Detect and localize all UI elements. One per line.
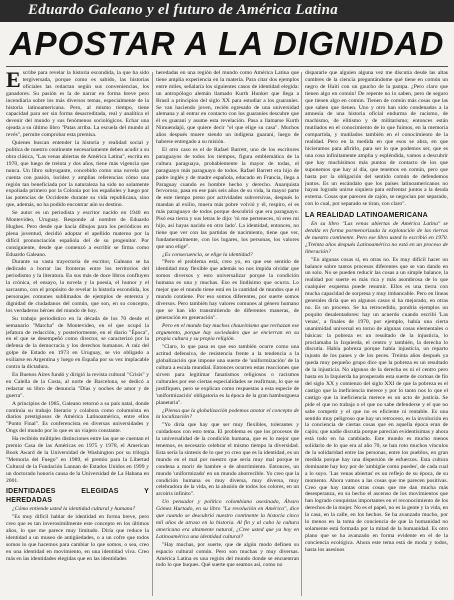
headline — [0, 23, 454, 65]
article-column-2 — [156, 70, 299, 598]
interview-question: En su libro "Las venas abiertas de América Latina" se detalla en forma pormenorizada la explotación de las tierras de nuestro continente. Pero ese libro usted lo escribió en 1970. ¿Treinta años después Latinoamérica no está en un proceso de liberación? — [305, 221, 448, 255]
body-paragraph: Quienes buscan entender la historia y realidad social y política de nuestro continente necesariamente deben acudir a su obra clásica, "Las venas abiertas de América Latina", escrita en 1970, que luego de treinta y dos años, tiene más vigencia que nunca. Un libro subyugante, concebido como una novela que cuenta con pasión, lucidez y amplias referencias cómo una región tan beneficiada por la naturaleza ha sido no solamente expoliada primero por la Colonia por los españoles y luego por las potencias de Occidente durante su vida republicana, sino que, además, no ha podido encontrar aún su destino. — [6, 140, 149, 209]
body-paragraph: "Es muy difícil hablar de identidad en forma breve, pero creo que es tan inverosímilmente este concepto en los últimos años, lo que me parece muy limitado. Diría que reduce la identidad a un museo de antigüedades, o a un cofre que todos somos lo que hacemos para cambiar lo que somos, o sea, creo en una identidad en movimiento, en una identidad viva. Creo más en las identidades elegidas que en las identidades — [6, 514, 149, 562]
interview-question: Pero en el mundo hay muchos chauvinismo que rechazan ese argumento, porque hay sociedades que se encierran en su propia cultura y su propia religión. — [156, 322, 299, 343]
column-divider — [152, 72, 153, 596]
interview-question: ¿Cómo entiende usted la identidad cultural y humana? — [12, 506, 136, 513]
body-paragraph: Ha recibido múltiples distinciones entre las que se cuentan el premio Casa de las Américas en 1975 y 1978, el American Book Award de la Universidad de Washington por su trilogía "Memoria del Fuego" en 1989, el premio para la Libertad Cultural de la Fundación Lannan de Estados Unidos en 1999 y un doctorado honoris causa de la Universidad de La Habana en 2001. — [6, 436, 149, 484]
header-banner — [0, 0, 454, 22]
drop-cap: E — [6, 70, 21, 92]
section-subhead: LA REALIDAD LATINOAMERICANA — [305, 212, 428, 220]
lead-paragraph-text: scribe para revelar la historia escondida, la que ha sido tergiversada, porque como es sabido, las historias oficiales las redactan según sus conveniencias, los ganadores. Su pasión es la de narrar en forma breve pero incendiaria sobre los más diversos temas, especialmente de la historia latinoamericana. Pero, al mismo tiempo, tiene capacidad para ser sin forma desacreditada, real y analítica el devenir del mundo y sus fenómenos sociológicos. Echar una ojeada a su último libro "Patas arriba. La escuela del mundo al revés", permite comprobar esta premisa. — [6, 70, 149, 139]
body-paragraph: Su trabajo periodístico en la década de los 70 desde el semanario "Marcha" de Montevideo, en el que ocupó la jefatura de redacción, y posteriormente, en el diario "Época", en el que se desempeñó como director, se caracterizó por la defensa de la democracia y los derechos humanos. A raíz del golpe de Estado en 1973 en Uruguay, se vio obligado a exiliarse en Argentina y luego en España por su vez implacable contra la dictadura. — [6, 315, 149, 371]
interview-question: Un pensador y político colombiano asesinado, Álvaro Gómez Hurtado, en su libro "La revolución en América", dice que cuando se descubrió nuestro continente la historia cinco mil años de atraso en la historia. Al fin y al cabo la cultura americana era altamente natural, ¿Cree usted que ya hoy en Latinoamérica una identidad cultural? — [156, 499, 299, 540]
body-paragraph: El otro caso es el de Rafael Barrett, uno de los escritores paraguayos de todos los tiempos, figura emblemática de la cultura paraguaya, probablemente la mayor de todas, el paraguayo más paraguayo de todos. Rafael Barrett era hijo de padre inglés y de madre española, educado en Francia, llega a Paraguay cuando es hombre hecho y derecho. Anarquista fervoroso, pasa en ese país seis años de su vida, la mayor parte de este tiempo preso por actividades subversivas, después lo mandan al exilio, muera más pobre volvió y él, respiro, el es más paraguayo de todos porque descubrió que era paraguayo. Pisó esa tierra y sus letras le dijo: 'tú me perteneces, tú eres mi hijo, así hayas nacido en otro lado'. La identidad, entonces, no tiene que ver con las partidas de nacimiento, tiene que ver, fundamentalmente, con los lugares, los personas, los valores que uno elige". — [156, 146, 299, 250]
article-column-3 — [305, 70, 448, 598]
body-paragraph: heredadas en una región del mundo como América Latina que tiene amplia experiencia en la materia. Para citar dos ejemplos entre miles, señalaría los siguientes casos de identidad elegida: un antropólogo alemán llamado Kurth Hunker que llega a Brasil a principios del siglo XX para estudiar a los guaraníes. Se van haciendo joven, recién egresado de una universidad alemana y al entrar en contacto con los guaraníes descubre que él es guaraní y asume esta revelación. Pasa a llamarse Kurth Nimuendajú, que quiere decir "el que elige su casa". Muchos años después muere siendo un indígena guaraní, luego de haberse entregado a su misión. — [156, 70, 299, 146]
banner-title: Eduardo Galeano y el futuro de América Latina — [28, 2, 339, 18]
body-paragraph: "Pero el problema está, creo yo, en que ese sentido de identidad muy flexible que además no nos impida olvidar que somos diversos y esto universalizar porque la condición humana es una y muchas. Eso es lindísimo que ocurra. Lo mejor que el mundo tiene está en la cantidad de mundos que el mundo contiene. Por eso somos diferentes, por suerte somos diversos. Pero también hay valores comunes al género humano que se han ido transmitiendo de diferentes maneras, de generación en generación". — [156, 259, 299, 321]
column-divider — [301, 72, 302, 596]
body-paragraph: A principios de 1985, Galeano retornó a su país natal, donde continúa su trabajo literario y colabora como columnista en diarios prestigiosos de América Latinoamérica, entre ellos "Punto Final". Es conferencista en diversas universidades y Ongs del mundo por lo que es un viajero constante. — [6, 400, 149, 435]
body-paragraph: "Claro, lo que pasa es que eso también ocurre como una actitud defensiva, de resistencia frente a la tendencia a la globalización que impone una suerte de 'uniformización' de la cultura a escala mundial. Entonces ocurren estas reacciones que sirven para legitimar fanatismos religiosos o racismos culturales por ese ciertas especialidades se reafirman, lo que se justifiquen, pero se explican como respuestas a esta especie de 'uniformización' obligatoria es la época de la gran hamburguesa planetaria". — [156, 344, 299, 406]
body-paragraph: "En algunas cosas sí, en otras no. Es muy difícil hacer un balance sobre tantos procesos diferentes que se van dando en un solo. No se pueden reducir las cosas a un simple balance, la realidad por suerte es más rica y más asombrosa de lo que cualquier esquema puede resumir. Ellos es una tierra con mucha capacidad de sorpresa y muy imbancable. Pero en líneas generales diría que en algunos casos si ha mejorado, en otras no. Es un proceso. Se ha retrocedido, pondría ejemplos un poquito desalentadores: hay un acuerdo cuando escribí 'Las venas', a finales de 1970, por ejemplo, había una cierta unanimidad universal en torno de algunas cosas elementales o básicas: la pobreza es un resultado de la injusticia, lo proclamaba la Izquierda, el centro y también, la derecha lo discutía. Había pobreza porque había injusticia, un reparto injusto de los panes y de los peces. Treinta años después ya queda muy pequeño grupo dice que la pobreza es un resultado de la injusticia. No algunos de la derecha es ni el centro pero hasta en la Izquierda ha prosperado esta suerte de cortoas de fin del siglo XX y comienzo del siglo XXI de que la pobreza es el castigo que la ineficiencia merece y por lo tanto nos lo que el castigo que la ineficiencia merece es un acto de justicia. Se pide el que no trabaja o el que no sabe defenderse y el que no sabe competir y el que no es eficiente ni rentable. Es una sentido muy peligroso que hay un retroceso, es la involución en la conciencia de ciertas cosas que en aquella época eran de cajón; que nadie discutía porque parecían evidentísimas y ahora está todo en ha cambiado. Este mundo es mucho menos solidario de lo que era al año 70, se han roto muchos vínculos de la solidaridad entre las personas, entre los pueblos, en gran medida porque hay una dispersión de esfuerzos. Esta cultura dominante hay hoy por de 'ambigüe como puedes', de cada cual a lo suyo. 'Las venas abiertas' es un reflejo de su época, de su momento. Ahora vamos a las cosas que me parecen positivas. Creo que hay tantas otras cosas que me dan mucha más desesperanza, en su hecho el ascenso de los movimientos que han logrado conquistas importantes en el reconocimiento de los derechos de la mujer. No es el papel, no es la gente y la vida, en la casa, en la calle, en los hechos. Se ha avanzado mucho, por lo menos en la toma de conciencia de que la humanidad no solamente está formada por la mitad de la humanidad. Es otro plano que se ha avanzado en forma evidente en el de la conciencia ecológica. Ahora este tema está de moda y todos, hasta los asesinos — [305, 256, 448, 553]
body-paragraph: Se autor es un periodista y escritor nacido en 1940 en Montevideo, Uruguay. Responde al nombre de Eduardo Hughes. Pero desde que hacía dibujos para los periódicos en plena juventud, decidió adoptar el apellido materno por la difícil pronunciación española del de su progenitor. Por consiguiente, desde que comenzó a escribir se firma como Eduardo Galeano. — [6, 210, 149, 258]
body-paragraph: dispararle que alguien alguna vez me discutía desde las altas cumbres de la ciencia preguntándome qué tiene en común un negro de Haití con un gaucho de la pampa. ¿Pero claro que tienen algo en común! De repente no lo saben, pero de seguro que tienen algo en común. Tienen de común más cosas que las que saben que tienen. Uno y otro han sido condenados a la amnesia de una historia oficial endurma de racismo, de machismo, de elitismo y de militarismo; entonces están mutilados en el conocimiento de lo que fuimos, en la memoria compartida, y mutilados también en el conocimiento de la realidad. Pero en la medida en que esos se abra, en que hicieramos para afirirlo, para ser lo que podemos ser, que es una cosa infinitamente amplia y espléndida, vamos a descubrir que hay muchísimos más puntos de contacto de los que suponemos que hay al día, que tenemos en común, pero que hasta por la obligación del sentido común de defendemos juntos. Es un escándalo que los países latinoamericanos no hayan logrado unirse siquiera para enfrentar juntos a la deuda externa. Cosas que parecen de cajón, se negocian por separado, con lo cual, por separado se tiran, con claro". — [305, 70, 448, 208]
body-paragraph: "Yo diría que hay que ser muy flexibles, tolerantes y cuidadosos con esto tema. El problema es que los procesos de la universalidad de la condición humana, que es lo mejor que tenemos, es necesario celebrar el mismo tiempo la diversidad. Esta sería la síntesis de lo que yo creo que es la identidad, es un mundo en el mal por nuestro que sería muy mal porque te condena a morir de hambre o de aburrimiento. Entonces, un mundo 'uniformizado' en un mundo aborrecible. Yo creo que la condición humana es muy diversa, muy diversa, muy celebradora de la vida, en la alusión de todos los colores, en un arcoiris infinito". — [156, 422, 299, 498]
headline-title: APOSTAR A LA DIGNIDAD — [9, 25, 445, 62]
interview-question: ¿Piensa que la globalización podemos anotar el concepto de la localización? — [156, 407, 299, 421]
article-column-1 — [6, 70, 149, 598]
body-paragraph: Durante su vasta trayectoria de escritor, Galeano se ha dedicado a borrar las fronteras entre los territorios del periodismo y la literatura. En sus más de doce libros confluyen la crónica, el ensayo, la novela y la poesía, el humor y el sarcasmo, con el propósito de revelar la historia escondida, los personajes comunes sublimados de ejemplos de entereza y dignidad de ciudadanos del común, que son, en su concepto, los verdaderos héroes del mundo de hoy. — [6, 259, 149, 314]
body-paragraph: "Hay muchas, por suerte, que de algún modo definen su espacio cultural común. Pero son muchas y muy diversas. América Latina es una región del mundo donde se encuentran todo lo que buques. Qué suerte que seamos así, como no — [156, 541, 299, 569]
section-subhead: IDENTIDADES ELEGIDAS Y HEREDADAS — [6, 488, 149, 505]
headline-rule — [6, 66, 448, 67]
interview-question: ¿Es consecuencia, se elige la identidad? — [162, 251, 253, 258]
lead-paragraph — [6, 70, 149, 139]
body-paragraph: En Buenos Aires fundó y dirigió la revista cultural "Crisis" y en Calella de la Costa, al norte de Barcelona, se dedicó a redactar su libro de denuncia "Días y noches de amor y de guerra". — [6, 371, 149, 399]
